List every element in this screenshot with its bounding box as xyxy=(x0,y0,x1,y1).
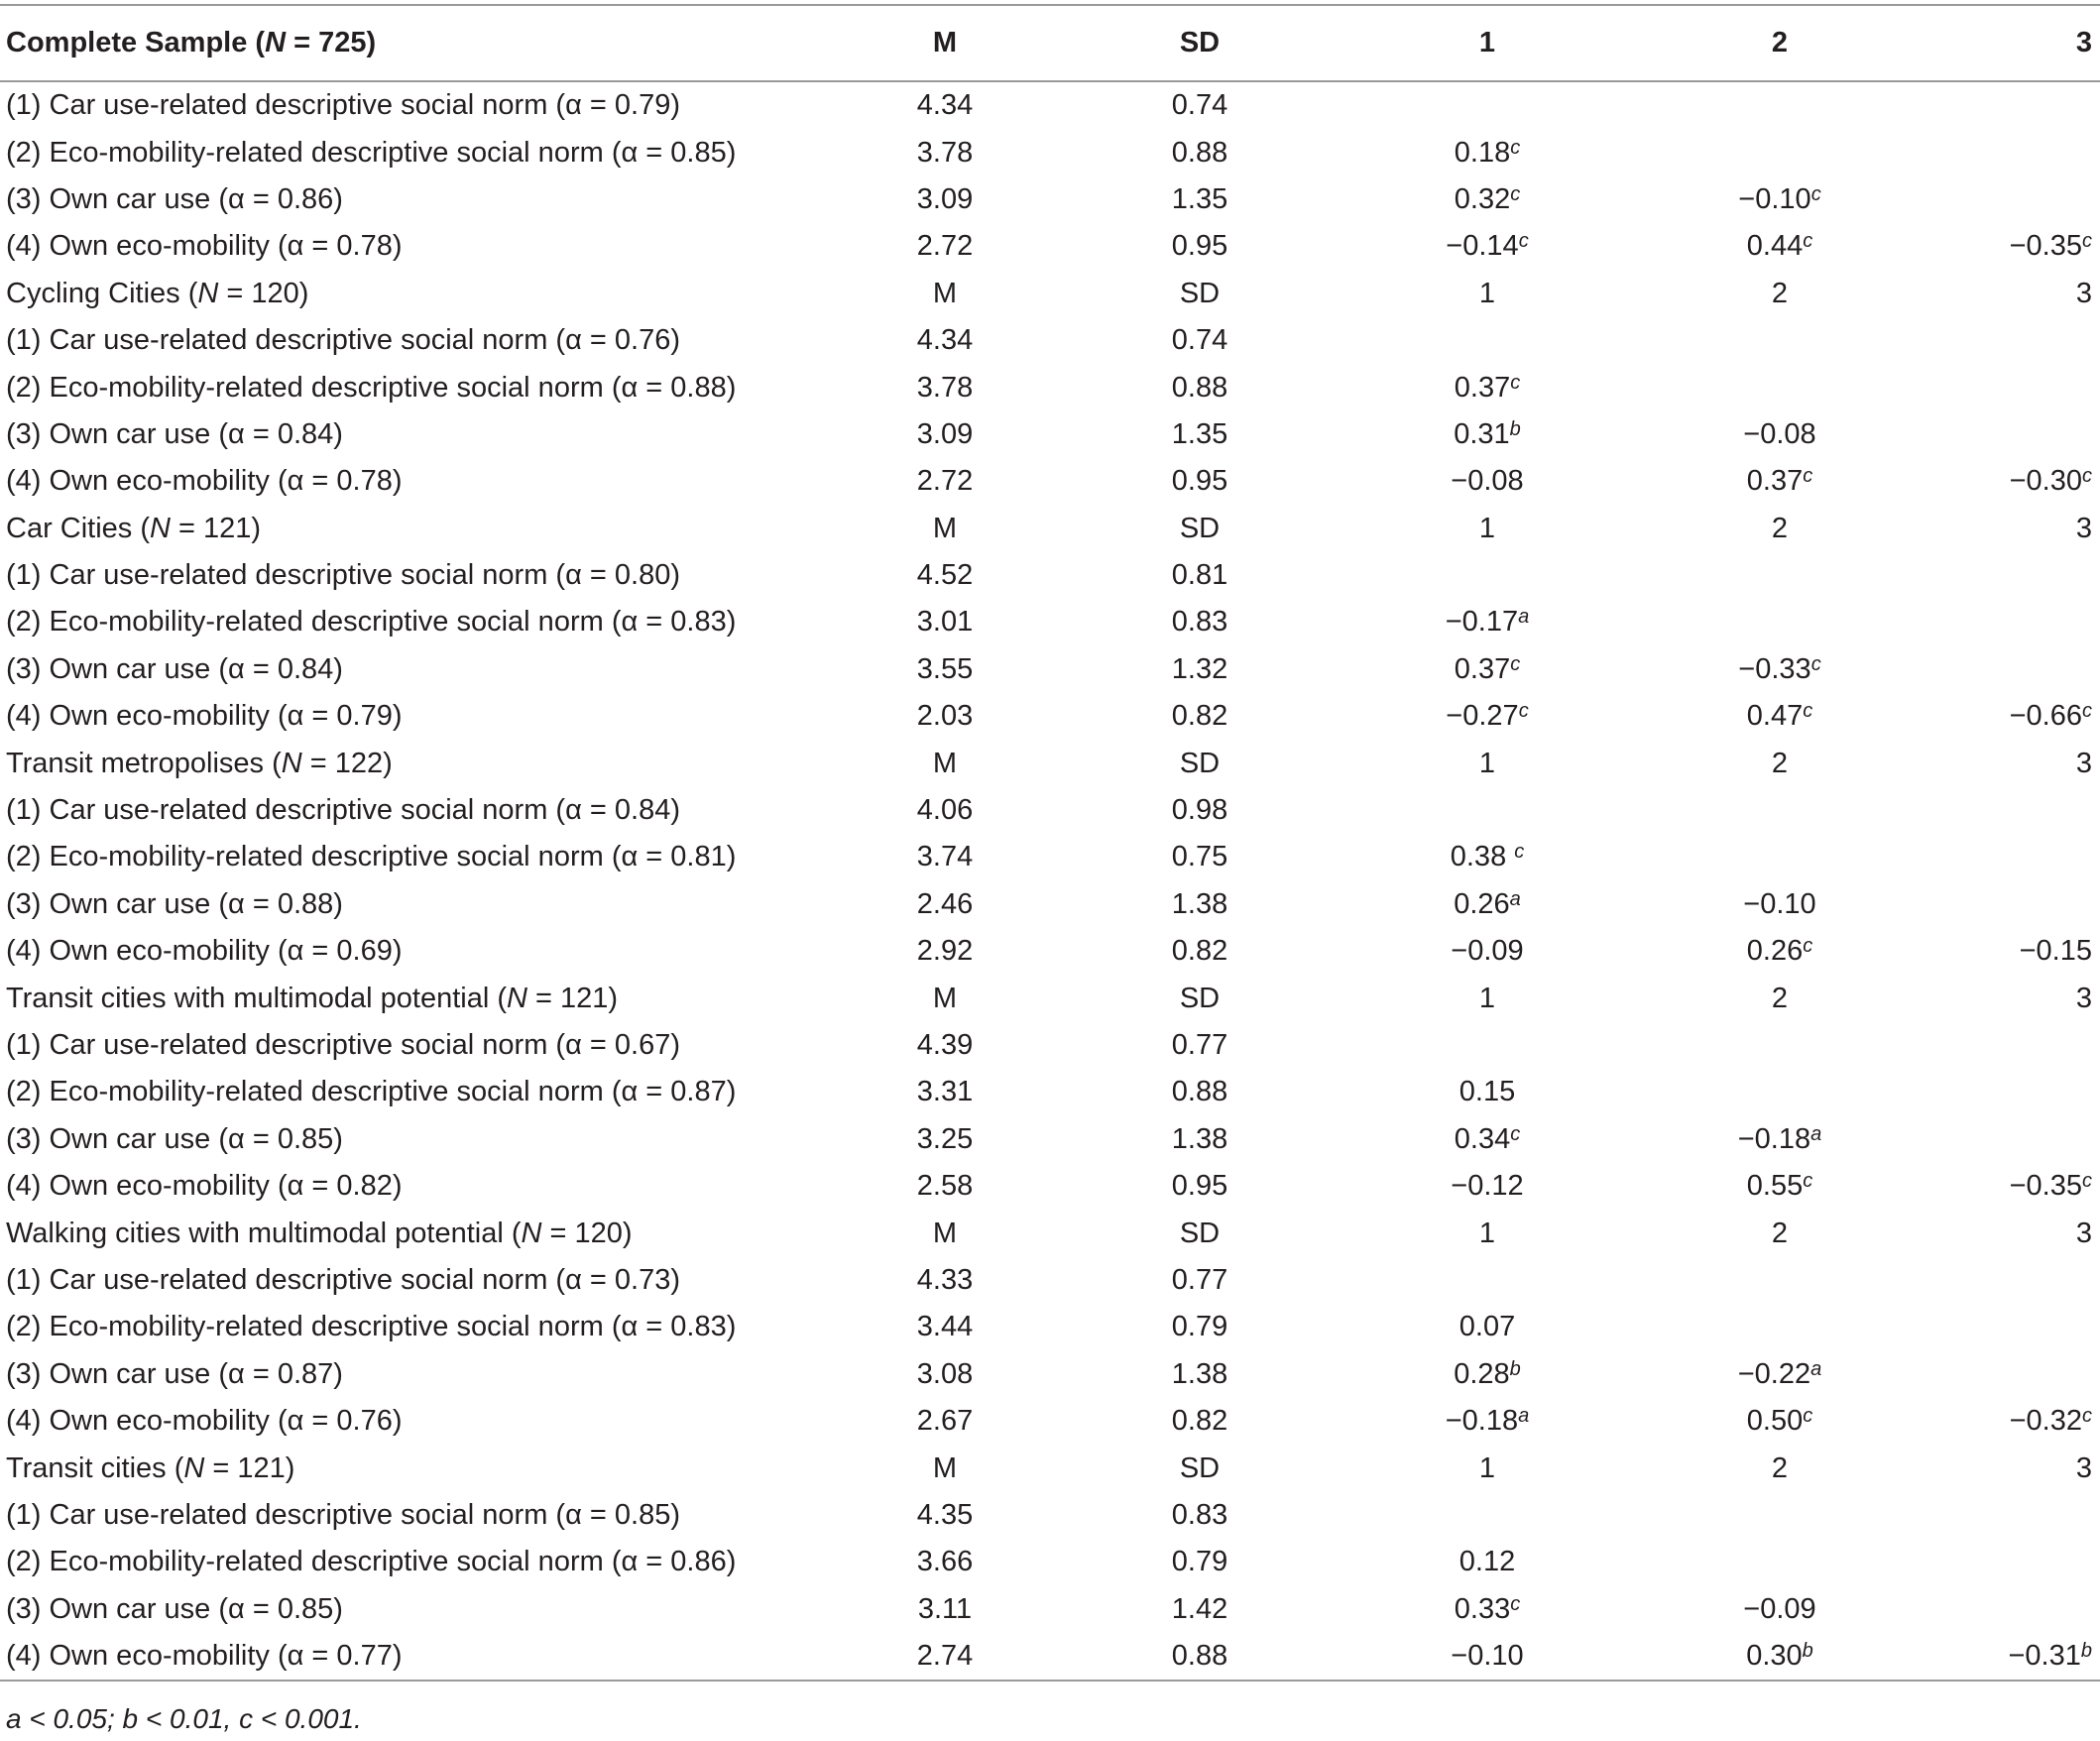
variable-label: (2) Eco-mobility-related descriptive social norm (α = 0.83) xyxy=(6,1311,737,1343)
sd-value: 0.98 xyxy=(1171,794,1228,827)
correlation-table xyxy=(0,4,2100,1682)
table-row xyxy=(0,1351,2100,1398)
variable-label: (1) Car use-related descriptive social norm (α = 0.85) xyxy=(6,1498,680,1531)
group-col-1: 1 xyxy=(1478,1217,1496,1249)
table-row xyxy=(0,787,2100,834)
corr-1-value xyxy=(1388,787,1586,834)
corr-3-value xyxy=(1973,1257,2100,1304)
header-col-2: 2 xyxy=(1771,27,1789,58)
group-col-m: M xyxy=(932,1217,958,1249)
group-col-2: 2 xyxy=(1771,982,1789,1014)
mean-value: 3.44 xyxy=(916,1311,974,1343)
table-row xyxy=(0,928,2100,975)
sd-value: 0.88 xyxy=(1171,1076,1228,1108)
sd-value: 0.75 xyxy=(1171,841,1228,873)
corr-3-value xyxy=(1973,787,2100,834)
sd-value: 0.95 xyxy=(1171,230,1228,263)
table-row xyxy=(0,1492,2100,1539)
table-row xyxy=(0,1069,2100,1115)
corr-3-value xyxy=(1973,1539,2100,1585)
sd-value: 0.74 xyxy=(1171,324,1228,357)
variable-label: (1) Car use-related descriptive social norm (α = 0.84) xyxy=(6,794,680,827)
table-row xyxy=(0,458,2100,505)
sd-value: 1.32 xyxy=(1171,652,1228,685)
mean-value: 3.31 xyxy=(916,1076,974,1108)
group-col-m: M xyxy=(932,982,958,1014)
corr-3-value xyxy=(1973,317,2100,364)
variable-label: (3) Own car use (α = 0.87) xyxy=(6,1357,343,1390)
sd-value: 0.79 xyxy=(1171,1546,1228,1578)
mean-value: 2.46 xyxy=(916,887,974,920)
variable-label: (4) Own eco-mobility (α = 0.69) xyxy=(6,935,403,968)
corr-1-value: −0.18$^a$ xyxy=(1445,1405,1530,1438)
group-label: Transit cities with multimodal potential (N = 121) xyxy=(6,982,619,1014)
table-row xyxy=(0,693,2100,740)
corr-2-value xyxy=(1586,129,1973,175)
variable-label: (4) Own eco-mobility (α = 0.82) xyxy=(6,1170,403,1203)
corr-1-value: 0.32$^c$ xyxy=(1454,182,1521,215)
corr-3-value xyxy=(1973,599,2100,645)
table-row xyxy=(0,1116,2100,1163)
group-col-m: M xyxy=(932,747,958,779)
corr-3-value xyxy=(1973,881,2100,928)
variable-label: (2) Eco-mobility-related descriptive social norm (α = 0.85) xyxy=(6,136,737,169)
table-row xyxy=(0,599,2100,645)
table-row xyxy=(0,552,2100,599)
mean-value: 4.34 xyxy=(916,324,974,357)
header-col-3: 3 xyxy=(2075,27,2092,58)
sd-value: 0.83 xyxy=(1171,606,1228,638)
sd-value: 1.38 xyxy=(1171,1122,1228,1155)
corr-3-value: −0.31$^b$ xyxy=(2008,1640,2092,1673)
table-row xyxy=(0,646,2100,693)
corr-3-value xyxy=(1973,129,2100,175)
mean-value: 3.11 xyxy=(917,1592,973,1625)
corr-3-value: −0.35$^c$ xyxy=(2009,230,2092,263)
group-col-3: 3 xyxy=(2075,512,2092,544)
group-col-2: 2 xyxy=(1771,512,1789,544)
corr-2-value xyxy=(1586,364,1973,410)
corr-2-value: 0.30$^b$ xyxy=(1746,1640,1813,1673)
mean-value: 4.33 xyxy=(916,1263,974,1296)
variable-label: (2) Eco-mobility-related descriptive social norm (α = 0.81) xyxy=(6,841,737,873)
corr-1-value: 0.15 xyxy=(1458,1076,1516,1108)
corr-2-value xyxy=(1586,81,1973,129)
corr-1-value: 0.12 xyxy=(1458,1546,1516,1578)
variable-label: (4) Own eco-mobility (α = 0.76) xyxy=(6,1405,403,1438)
corr-3-value xyxy=(1973,81,2100,129)
group-label: Cycling Cities (N = 120) xyxy=(6,277,309,309)
variable-label: (1) Car use-related descriptive social norm (α = 0.80) xyxy=(6,559,680,592)
group-header-row xyxy=(0,1210,2100,1256)
mean-value: 3.09 xyxy=(916,182,974,215)
corr-1-value: −0.08 xyxy=(1451,465,1524,498)
corr-3-value xyxy=(1973,646,2100,693)
group-label: Walking cities with multimodal potential (N = 120) xyxy=(6,1217,633,1249)
group-header-row xyxy=(0,740,2100,786)
group-col-3: 3 xyxy=(2075,747,2092,779)
group-col-1: 1 xyxy=(1478,277,1496,309)
variable-label: (4) Own eco-mobility (α = 0.77) xyxy=(6,1640,403,1673)
sd-value: 0.95 xyxy=(1171,465,1228,498)
mean-value: 3.55 xyxy=(916,652,974,685)
sd-value: 1.42 xyxy=(1171,1592,1228,1625)
mean-value: 2.67 xyxy=(916,1405,974,1438)
variable-label: (4) Own eco-mobility (α = 0.78) xyxy=(6,230,403,263)
corr-3-value: −0.30$^c$ xyxy=(2009,465,2092,498)
corr-2-value xyxy=(1586,317,1973,364)
sd-value: 0.82 xyxy=(1171,1405,1228,1438)
group-col-sd: SD xyxy=(1179,1451,1221,1484)
corr-2-value: 0.50$^c$ xyxy=(1746,1405,1813,1438)
sd-value: 1.38 xyxy=(1171,887,1228,920)
variable-label: (3) Own car use (α = 0.86) xyxy=(6,182,343,215)
corr-1-value: 0.37$^c$ xyxy=(1454,652,1521,685)
table-footnote: a < 0.05; b < 0.01, c < 0.001. xyxy=(6,1703,362,1734)
group-header-row xyxy=(0,975,2100,1021)
group-label: Transit cities (N = 121) xyxy=(6,1451,295,1484)
group-col-m: M xyxy=(932,277,958,309)
sd-value: 1.35 xyxy=(1171,417,1228,450)
corr-1-value: 0.34$^c$ xyxy=(1454,1122,1521,1155)
corr-1-value: 0.26$^a$ xyxy=(1454,887,1521,920)
corr-2-value xyxy=(1586,1069,1973,1115)
corr-1-value: 0.33$^c$ xyxy=(1454,1592,1521,1625)
sd-value: 0.83 xyxy=(1171,1498,1228,1531)
corr-3-value: −0.66$^c$ xyxy=(2009,700,2092,733)
corr-1-value: −0.17$^a$ xyxy=(1445,606,1530,638)
variable-label: (1) Car use-related descriptive social norm (α = 0.79) xyxy=(6,89,680,122)
variable-label: (3) Own car use (α = 0.84) xyxy=(6,652,343,685)
corr-2-value xyxy=(1586,834,1973,880)
corr-1-value: 0.07 xyxy=(1458,1311,1516,1343)
group-header-row xyxy=(0,1445,2100,1491)
group-col-m: M xyxy=(932,512,958,544)
table-row xyxy=(0,834,2100,880)
group-col-m: M xyxy=(932,1451,958,1484)
table-row xyxy=(0,317,2100,364)
corr-1-value xyxy=(1388,1257,1586,1304)
mean-value: 3.09 xyxy=(916,417,974,450)
variable-label: (1) Car use-related descriptive social norm (α = 0.76) xyxy=(6,324,680,357)
table-row xyxy=(0,1163,2100,1210)
corr-1-value xyxy=(1388,552,1586,599)
header-col-sd: SD xyxy=(1179,27,1221,58)
mean-value: 4.06 xyxy=(916,794,974,827)
header-col-m: M xyxy=(932,27,958,58)
corr-2-value xyxy=(1586,599,1973,645)
corr-2-value: 0.26$^c$ xyxy=(1746,935,1813,968)
corr-3-value xyxy=(1973,1069,2100,1115)
sd-value: 1.35 xyxy=(1171,182,1228,215)
table-row xyxy=(0,223,2100,270)
corr-3-value xyxy=(1973,1304,2100,1350)
group-col-3: 3 xyxy=(2075,1217,2092,1249)
table-row xyxy=(0,1586,2100,1633)
table-row xyxy=(0,881,2100,928)
corr-1-value xyxy=(1388,1022,1586,1069)
corr-1-value xyxy=(1388,1492,1586,1539)
corr-2-value xyxy=(1586,1022,1973,1069)
group-header-row xyxy=(0,506,2100,552)
variable-label: (2) Eco-mobility-related descriptive social norm (α = 0.88) xyxy=(6,371,737,404)
table-row xyxy=(0,1398,2100,1445)
variable-label: (2) Eco-mobility-related descriptive social norm (α = 0.83) xyxy=(6,606,737,638)
variable-label: (4) Own eco-mobility (α = 0.78) xyxy=(6,465,403,498)
group-col-sd: SD xyxy=(1179,277,1221,309)
corr-2-value: 0.44$^c$ xyxy=(1746,230,1813,263)
corr-3-value xyxy=(1973,1492,2100,1539)
corr-2-value: −0.10 xyxy=(1743,887,1816,920)
corr-3-value xyxy=(1973,1022,2100,1069)
corr-2-value: −0.09 xyxy=(1743,1592,1816,1625)
table-row xyxy=(0,1304,2100,1350)
corr-3-value xyxy=(1973,1116,2100,1163)
table-row xyxy=(0,364,2100,410)
mean-value: 3.78 xyxy=(916,371,974,404)
sd-value: 0.88 xyxy=(1171,1640,1228,1673)
mean-value: 4.39 xyxy=(916,1029,974,1061)
mean-value: 2.92 xyxy=(916,935,974,968)
corr-2-value: −0.08 xyxy=(1743,417,1816,450)
corr-2-value: −0.22$^a$ xyxy=(1737,1357,1822,1390)
group-col-2: 2 xyxy=(1771,747,1789,779)
variable-label: (3) Own car use (α = 0.85) xyxy=(6,1592,343,1625)
group-col-3: 3 xyxy=(2075,277,2092,309)
group-col-2: 2 xyxy=(1771,1451,1789,1484)
corr-2-value: 0.47$^c$ xyxy=(1746,700,1813,733)
mean-value: 2.74 xyxy=(916,1640,974,1673)
corr-2-value: −0.33$^c$ xyxy=(1738,652,1821,685)
corr-3-value xyxy=(1973,1351,2100,1398)
variable-label: (2) Eco-mobility-related descriptive social norm (α = 0.86) xyxy=(6,1546,737,1578)
mean-value: 2.58 xyxy=(916,1170,974,1203)
sd-value: 0.77 xyxy=(1171,1029,1228,1061)
group-col-1: 1 xyxy=(1478,512,1496,544)
sd-value: 0.74 xyxy=(1171,89,1228,122)
table-row xyxy=(0,129,2100,175)
header-col-1: 1 xyxy=(1478,27,1496,58)
variable-label: (1) Car use-related descriptive social norm (α = 0.73) xyxy=(6,1263,680,1296)
sd-value: 0.82 xyxy=(1171,700,1228,733)
header-sample-label: Complete Sample (N = 725) xyxy=(6,27,377,58)
variable-label: (3) Own car use (α = 0.85) xyxy=(6,1122,343,1155)
corr-1-value: −0.09 xyxy=(1451,935,1524,968)
group-col-sd: SD xyxy=(1179,1217,1221,1249)
corr-3-value: −0.32$^c$ xyxy=(2009,1405,2092,1438)
table-row xyxy=(0,81,2100,129)
corr-2-value: −0.18$^a$ xyxy=(1737,1122,1822,1155)
mean-value: 4.35 xyxy=(916,1498,974,1531)
variable-label: (1) Car use-related descriptive social norm (α = 0.67) xyxy=(6,1029,680,1061)
group-label: Transit metropolises (N = 122) xyxy=(6,747,393,779)
group-col-1: 1 xyxy=(1478,1451,1496,1484)
variable-label: (3) Own car use (α = 0.88) xyxy=(6,887,343,920)
table-row xyxy=(0,176,2100,223)
corr-3-value xyxy=(1973,364,2100,410)
variable-label: (4) Own eco-mobility (α = 0.79) xyxy=(6,700,403,733)
corr-3-value xyxy=(1973,552,2100,599)
group-col-sd: SD xyxy=(1179,512,1221,544)
mean-value: 4.52 xyxy=(916,559,974,592)
sd-value: 0.95 xyxy=(1171,1170,1228,1203)
corr-3-value xyxy=(1973,411,2100,458)
corr-2-value: 0.55$^c$ xyxy=(1746,1170,1813,1203)
sd-value: 1.38 xyxy=(1171,1357,1228,1390)
variable-label: (2) Eco-mobility-related descriptive social norm (α = 0.87) xyxy=(6,1076,737,1108)
corr-2-value xyxy=(1586,1492,1973,1539)
sd-value: 0.77 xyxy=(1171,1263,1228,1296)
mean-value: 2.72 xyxy=(916,465,974,498)
mean-value: 3.25 xyxy=(916,1122,974,1155)
corr-1-value xyxy=(1388,317,1586,364)
corr-1-value: −0.14$^c$ xyxy=(1446,230,1529,263)
corr-1-value: −0.10 xyxy=(1451,1640,1524,1673)
table-row xyxy=(0,1633,2100,1681)
corr-3-value xyxy=(1973,834,2100,880)
group-col-2: 2 xyxy=(1771,277,1789,309)
group-label: Car Cities (N = 121) xyxy=(6,512,262,544)
corr-1-value: 0.31$^b$ xyxy=(1454,417,1521,450)
corr-1-value: 0.28$^b$ xyxy=(1454,1357,1521,1390)
corr-2-value xyxy=(1586,1539,1973,1585)
sd-value: 0.82 xyxy=(1171,935,1228,968)
mean-value: 2.03 xyxy=(916,700,974,733)
table-row xyxy=(0,1257,2100,1304)
corr-1-value xyxy=(1388,81,1586,129)
sd-value: 0.79 xyxy=(1171,1311,1228,1343)
variable-label: (3) Own car use (α = 0.84) xyxy=(6,417,343,450)
group-col-sd: SD xyxy=(1179,747,1221,779)
corr-2-value xyxy=(1586,787,1973,834)
corr-1-value: −0.27$^c$ xyxy=(1446,700,1529,733)
corr-1-value: 0.38 $^c$ xyxy=(1450,841,1525,873)
mean-value: 4.34 xyxy=(916,89,974,122)
corr-2-value: −0.10$^c$ xyxy=(1738,182,1821,215)
table-row xyxy=(0,1022,2100,1069)
table-row xyxy=(0,411,2100,458)
corr-3-value: −0.15 xyxy=(2019,935,2092,968)
sd-value: 0.88 xyxy=(1171,371,1228,404)
table-row xyxy=(0,1539,2100,1585)
corr-2-value: 0.37$^c$ xyxy=(1746,465,1813,498)
corr-3-value xyxy=(1973,176,2100,223)
mean-value: 3.66 xyxy=(916,1546,974,1578)
group-header-row xyxy=(0,271,2100,317)
group-col-1: 1 xyxy=(1478,747,1496,779)
corr-2-value xyxy=(1586,552,1973,599)
corr-2-value xyxy=(1586,1304,1973,1350)
mean-value: 3.08 xyxy=(916,1357,974,1390)
mean-value: 3.78 xyxy=(916,136,974,169)
corr-1-value: 0.18$^c$ xyxy=(1454,136,1521,169)
mean-value: 3.74 xyxy=(916,841,974,873)
group-col-3: 3 xyxy=(2075,1451,2092,1484)
group-col-1: 1 xyxy=(1478,982,1496,1014)
mean-value: 3.01 xyxy=(916,606,974,638)
group-col-2: 2 xyxy=(1771,1217,1789,1249)
group-col-sd: SD xyxy=(1179,982,1221,1014)
sd-value: 0.81 xyxy=(1171,559,1228,592)
corr-2-value xyxy=(1586,1257,1973,1304)
corr-3-value: −0.35$^c$ xyxy=(2009,1170,2092,1203)
group-col-3: 3 xyxy=(2075,982,2092,1014)
mean-value: 2.72 xyxy=(916,230,974,263)
corr-1-value: 0.37$^c$ xyxy=(1454,371,1521,404)
corr-3-value xyxy=(1973,1586,2100,1633)
sd-value: 0.88 xyxy=(1171,136,1228,169)
corr-1-value: −0.12 xyxy=(1451,1170,1524,1203)
table-header-row xyxy=(0,5,2100,81)
